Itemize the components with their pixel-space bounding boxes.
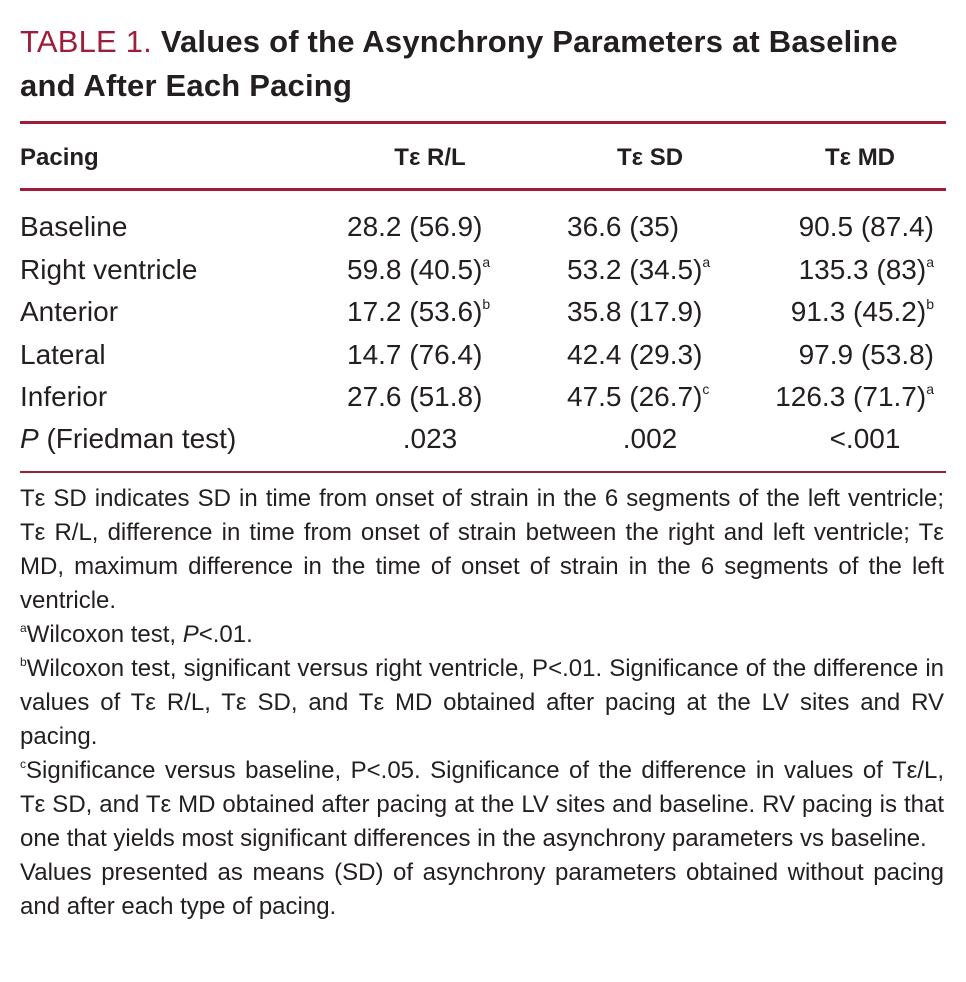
cell-te-rl: 28.2 (56.9) xyxy=(347,211,483,242)
cell-te-rl: 17.2 $(53.6)^b$ xyxy=(347,296,491,327)
footnote-a: $^a$Wilcoxon test, P<.01. xyxy=(20,621,253,648)
table-row xyxy=(20,335,946,375)
pvalue-row xyxy=(20,419,946,459)
cell-te-sd: 42.4 (29.3) xyxy=(567,339,703,370)
table-label: TABLE 1. xyxy=(20,24,152,59)
table-row xyxy=(20,292,946,332)
cell-te-md: 135.3 $(83)^a$ xyxy=(798,254,934,285)
cell-te-md: 91.3 $(45.2)^b$ xyxy=(790,296,934,327)
row-label: Right ventricle xyxy=(20,254,198,285)
footnote-b: $^b$Wilcoxon test, significant versus right ventricle, P<.01. Significance of the difference in values of Tε R/L, Tε SD, and Tε MD obtained after pacing at the LV sites and RV pacing. xyxy=(20,655,944,750)
cell-te-rl: 27.6 (51.8) xyxy=(347,381,483,412)
pvalue-row-label: P (Friedman test) xyxy=(20,423,237,454)
table-row xyxy=(20,377,946,417)
cell-te-rl: 59.8 $(40.5)^a$ xyxy=(347,254,491,285)
pvalue-te-sd: .002 xyxy=(622,423,678,454)
cell-te-rl: 14.7 (76.4) xyxy=(347,339,483,370)
row-label: Lateral xyxy=(20,339,106,370)
cell-te-sd: 36.6 (35) xyxy=(567,211,680,242)
table-row xyxy=(20,250,946,290)
pvalue-te-md: <.001 xyxy=(829,423,901,454)
cell-te-md: 126.3 $(71.7)^a$ xyxy=(775,381,934,412)
table-footnotes xyxy=(20,482,944,924)
header-pacing: Pacing xyxy=(20,144,99,171)
top-rule xyxy=(20,121,946,124)
row-label: Anterior xyxy=(20,296,119,327)
table-header-row xyxy=(20,140,946,176)
header-te-sd: Tε SD xyxy=(616,144,684,171)
table-row xyxy=(20,207,946,247)
cell-te-sd: 47.5 $(26.7)^c$ xyxy=(567,381,710,412)
table-title xyxy=(20,20,946,108)
abbreviations-note: Tε SD indicates SD in time from onset of strain in the 6 segments of the left ventricle; Tε R/L, difference in time from onset of strain between the right and left ventricle; Tε MD, maximum difference in the time of onset of strain in the 6 segments of the left ventricle. xyxy=(20,485,944,614)
header-rule xyxy=(20,188,946,191)
cell-te-md: 90.5 (87.4) xyxy=(798,211,934,242)
header-te-rl: Tε R/L xyxy=(394,144,466,171)
cell-te-md: 97.9 (53.8) xyxy=(798,339,934,370)
pvalue-te-rl: .023 xyxy=(402,423,458,454)
cell-te-sd: 53.2 $(34.5)^a$ xyxy=(567,254,711,285)
row-label: Baseline xyxy=(20,211,128,242)
bottom-rule xyxy=(20,471,946,473)
cell-te-sd: 35.8 (17.9) xyxy=(567,296,703,327)
header-te-md: Tε MD xyxy=(824,144,896,171)
footnote-c: $^c$Significance versus baseline, P<.05. Significance of the difference in values of Tε/L, Tε SD, and Tε MD obtained after pacing at the LV sites and baseline. RV pacing is that one that yields most significant differences in the asynchrony parameters vs baseline. xyxy=(20,757,944,852)
table-title-text: Values of the Asynchrony Parameters at Baseline and After Each Pacing xyxy=(20,24,898,103)
values-note: Values presented as means (SD) of asynchrony parameters obtained without pacing and after each type of pacing. xyxy=(20,859,944,920)
row-label: Inferior xyxy=(20,381,108,412)
